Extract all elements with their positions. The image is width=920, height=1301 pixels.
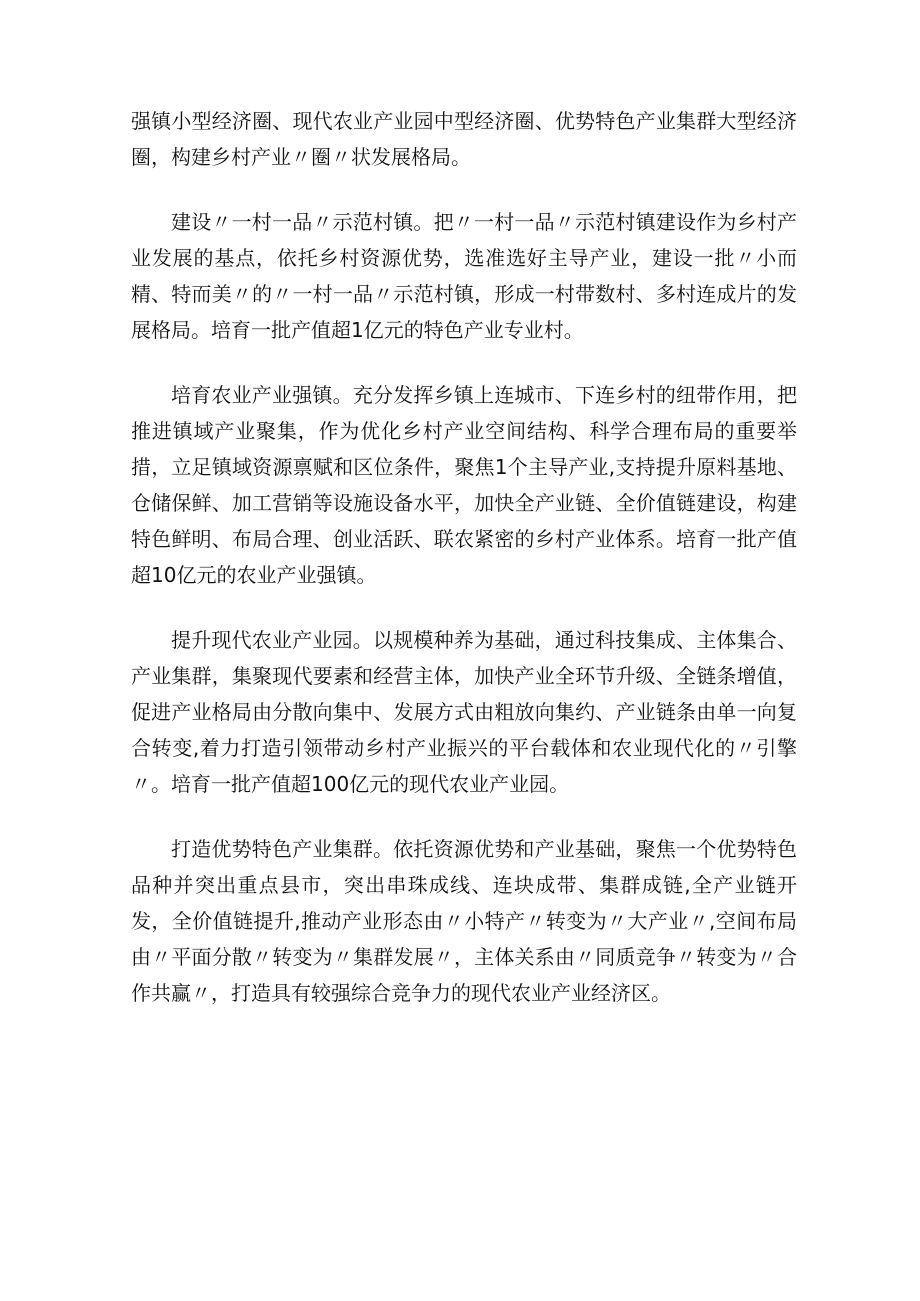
paragraph-continuation: 强镇小型经济圈、现代农业产业园中型经济圈、优势特色产业集群大型经济圈，构建乡村产业〃圈〃状发展格局。 bbox=[131, 109, 797, 169]
paragraph-industrial-towns: 培育农业产业强镇。充分发挥乡镇上连城市、下连乡村的纽带作用，把推进镇域产业聚集，作为优化乡村产业空间结构、科学合理布局的重要举措，立足镇域资源禀赋和区位条件，聚焦1个主导产业,支持提升原料基地、仓储保鲜、加工营销等设施设备水平，加快全产业链、全价值链建设，构建特色鲜明、布局合理、创业活跃、联农紧密的乡村产业体系。培育一批产值超10亿元的农业产业强镇。 bbox=[131, 383, 797, 587]
paragraph-industry-clusters: 打造优势特色产业集群。依托资源优势和产业基础，聚焦一个优势特色品种并突出重点县市，突出串珠成线、连块成带、集群成链,全产业链开发，全价值链提升,推动产业形态由〃小特产〃转变为〃大产业〃,空间布局由〃平面分散〃转变为〃集群发展〃，主体关系由〃同质竞争〃转变为〃合作共赢〃，打造具有较强综合竞争力的现代农业产业经济区。 bbox=[131, 837, 797, 1005]
paragraph-modern-agri-parks: 提升现代农业产业园。以规模种养为基础，通过科技集成、主体集合、产业集群，集聚现代要素和经营主体，加快产业全环节升级、全链条增值，促进产业格局由分散向集中、发展方式由粗放向集约、产业链条由单一向复合转变,着力打造引领带动乡村产业振兴的平台载体和农业现代化的〃引擎〃。培育一批产值超100亿元的现代农业产业园。 bbox=[131, 628, 797, 796]
paragraph-one-village-one-product: 建设〃一村一品〃示范村镇。把〃一村一品〃示范村镇建设作为乡村产业发展的基点，依托乡村资源优势，选准选好主导产业，建设一批〃小而精、特而美〃的〃一村一品〃示范村镇，形成一村带数村、多村连成片的发展格局。培育一批产值超1亿元的特色产业专业村。 bbox=[131, 210, 797, 342]
document-body bbox=[131, 103, 797, 1040]
